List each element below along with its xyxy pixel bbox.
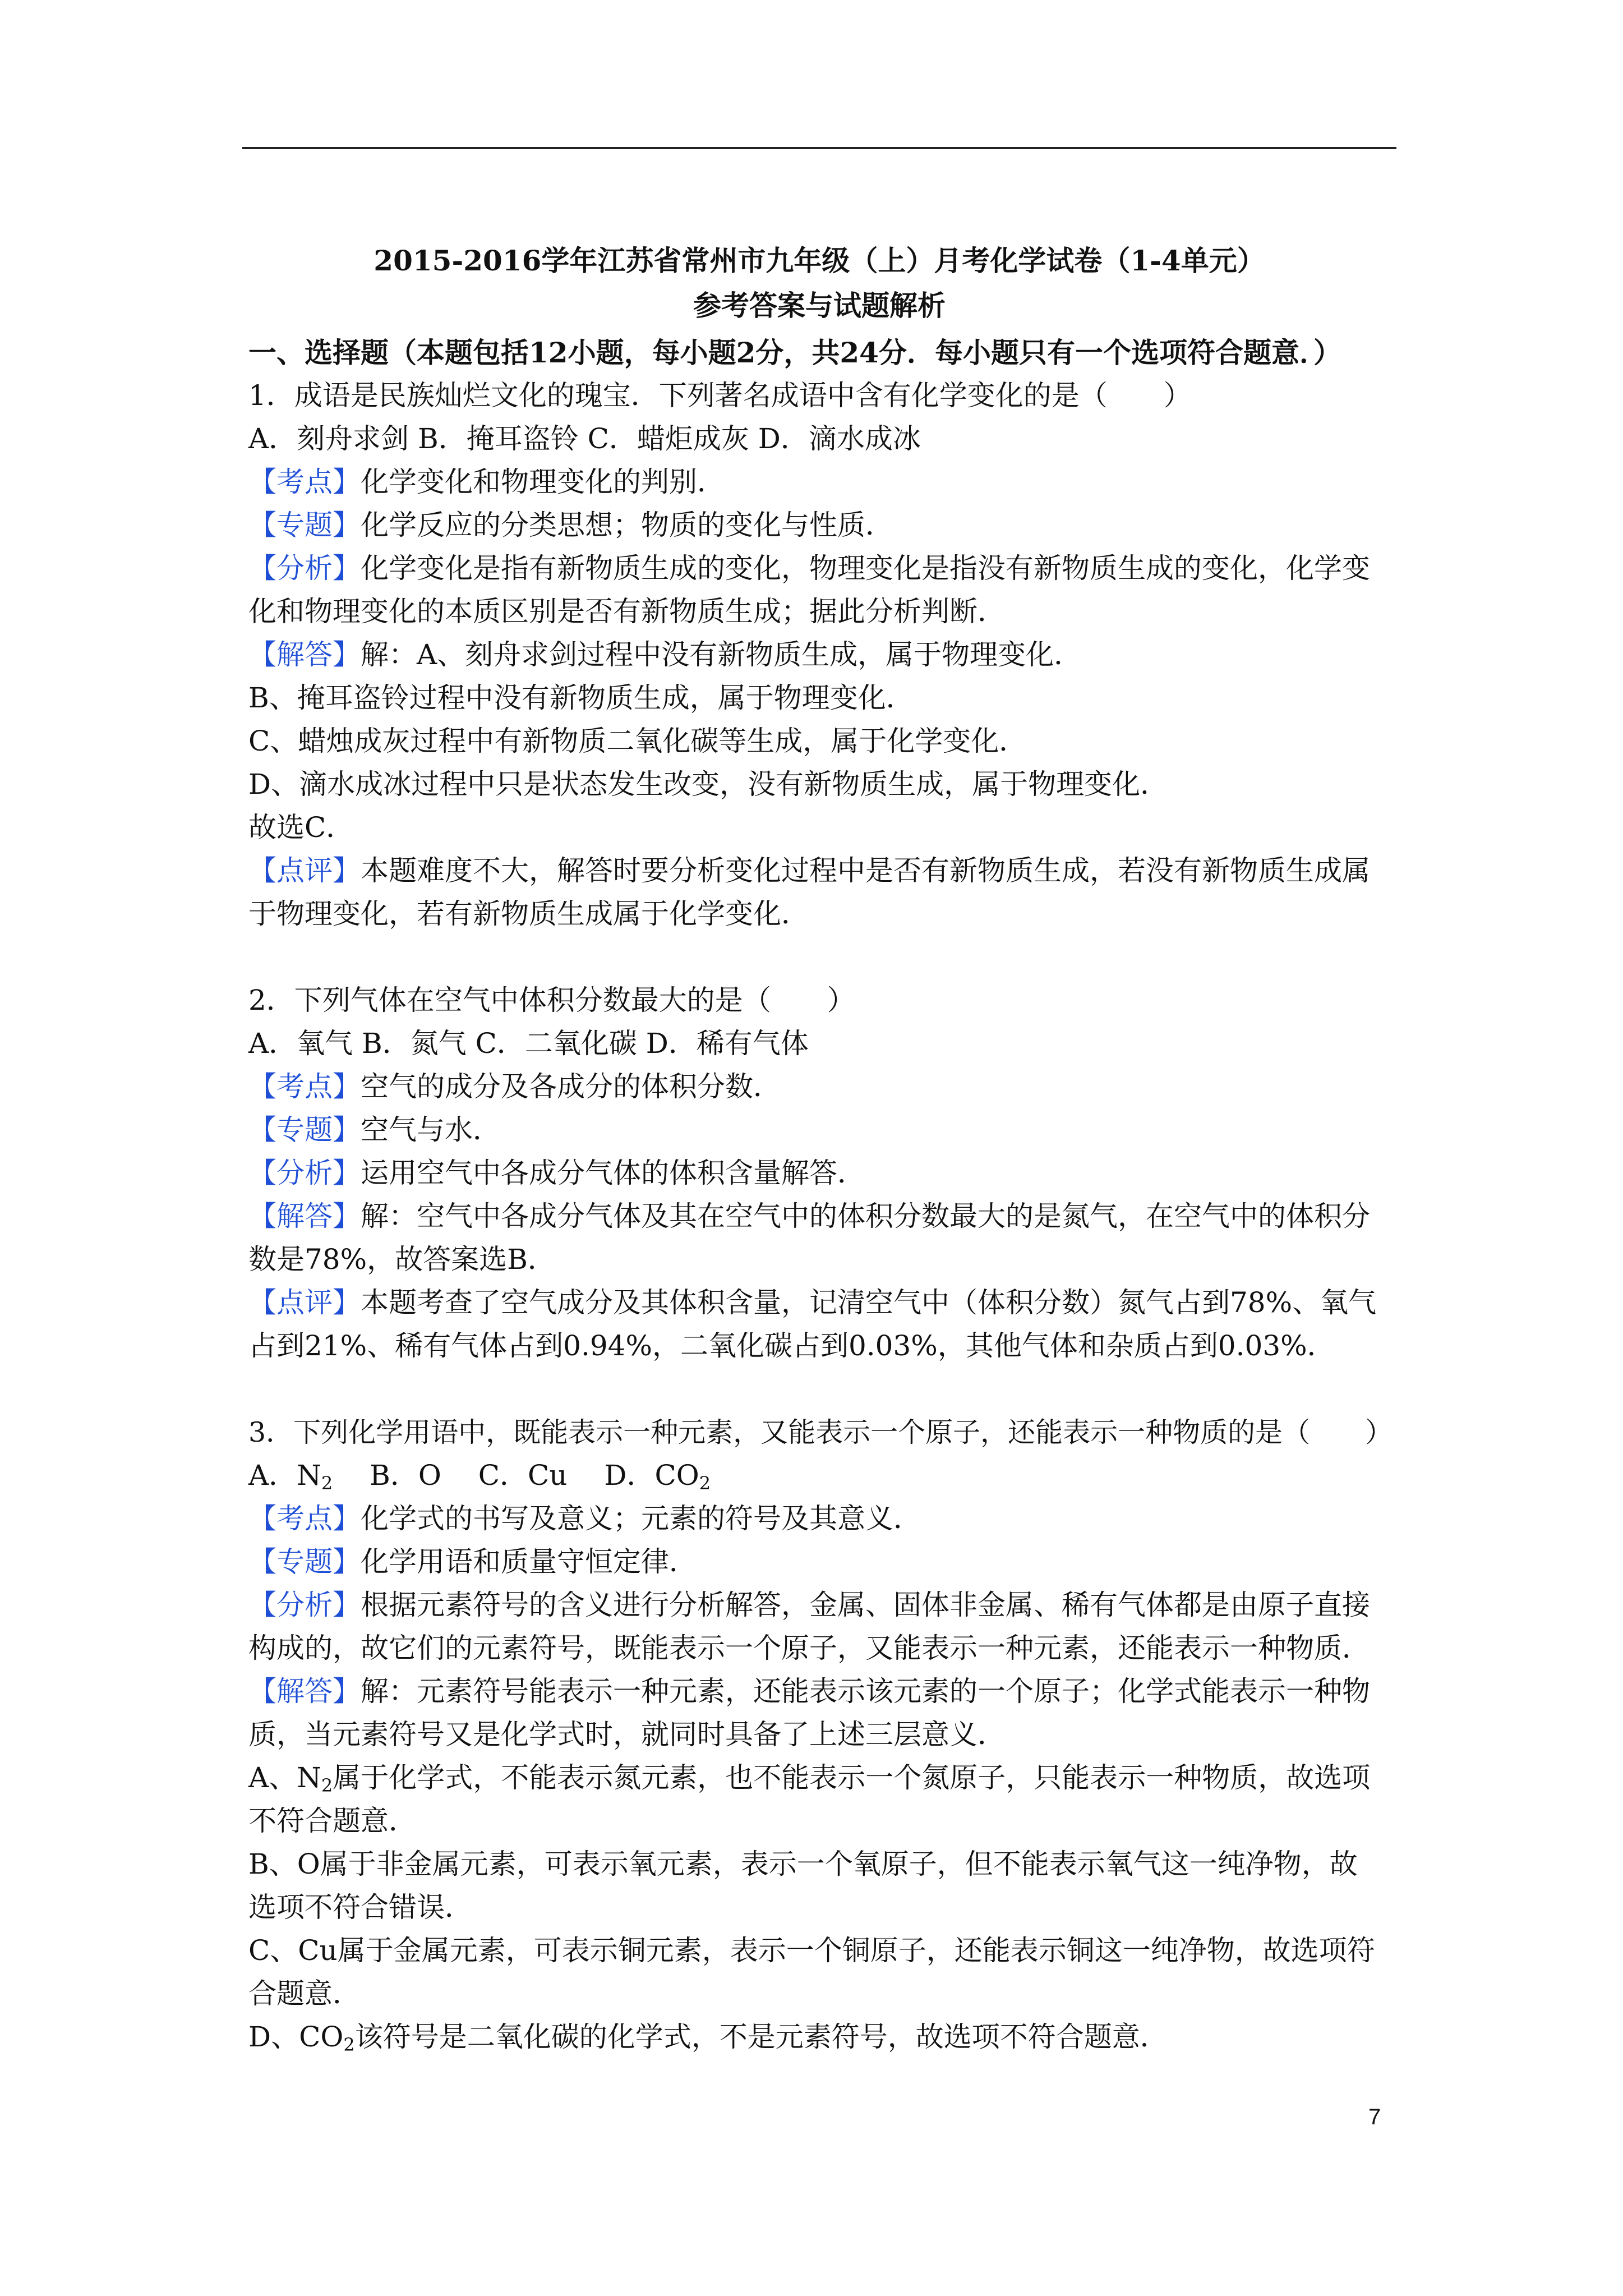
page-number: 7: [1368, 2105, 1381, 2129]
question-3-jieda-b: B、O属于非金属元素，可表示氧元素，表示一个氧原子，但不能表示氧气这一纯净物，故: [248, 1848, 1358, 1880]
spacer: [248, 936, 1396, 979]
question-3-jieda-b-cont: 选项不符合错误．: [248, 1891, 473, 1924]
question-3-zhuanti: 【专题】化学用语和质量守恒定律．: [248, 1545, 697, 1578]
question-1-options: A．刻舟求剑 B．掩耳盗铃 C．蜡炬成灰 D．滴水成冰: [248, 422, 921, 455]
question-3-kaodian: 【考点】化学式的书写及意义；元素的符号及其意义．: [248, 1502, 921, 1535]
question-2-stem: 2．下列气体在空气中体积分数最大的是（ ）: [248, 984, 855, 1016]
question-3-jieda-cont: 质，当元素符号又是化学式时，就同时具备了上述三层意义．: [248, 1718, 1006, 1751]
question-2-options: A．氧气 B．氮气 C．二氧化碳 D．稀有气体: [248, 1027, 809, 1060]
question-3-fenxi-cont: 构成的，故它们的元素符号，既能表示一个原子，又能表示一种元素，还能表示一种物质．: [248, 1632, 1370, 1664]
question-1-answer: 故选C．: [248, 811, 354, 844]
question-1-stem: 1．成语是民族灿烂文化的瑰宝．下列著名成语中含有化学变化的是（ ）: [248, 379, 1192, 412]
question-1-jieda: 【解答】解：A、刻舟求剑过程中没有新物质生成，属于物理变化．: [248, 638, 1082, 671]
question-3-jieda-d: D、$CO_2$该符号是二氧化碳的化学式，不是元素符号，故选项不符合题意．: [248, 2021, 1168, 2055]
jieda-label: 【解答】: [248, 1675, 361, 1708]
question-2-jieda: 【解答】解：空气中各成分气体及其在空气中的体积分数最大的是氮气，在空气中的体积分: [248, 1200, 1370, 1232]
section-heading: 一、选择题（本题包括12小题，每小题2分，共24分．每小题只有一个选项符合题意．）: [248, 336, 1341, 369]
question-1-dianping-cont: 于物理变化，若有新物质生成属于化学变化．: [248, 898, 809, 930]
question-1-jieda-b: B、掩耳盗铃过程中没有新物质生成，属于物理变化．: [248, 682, 914, 714]
kaodian-label: 【考点】: [248, 1070, 361, 1103]
option-c: C．Cu: [478, 1459, 568, 1492]
kaodian-label: 【考点】: [248, 466, 361, 498]
document-subtitle: 参考答案与试题解析: [693, 289, 946, 322]
header-rule: [242, 147, 1396, 149]
jieda-label: 【解答】: [248, 638, 361, 671]
question-2: [248, 979, 1396, 1368]
option-a: A．$N_2$: [248, 1459, 333, 1494]
zhuanti-label: 【专题】: [248, 1545, 361, 1578]
dianping-label: 【点评】: [248, 1286, 361, 1319]
dianping-label: 【点评】: [248, 854, 361, 887]
jieda-label: 【解答】: [248, 1200, 361, 1232]
question-1-fenxi-cont: 化和物理变化的本质区别是否有新物质生成；据此分析判断．: [248, 595, 1006, 628]
question-3-jieda: 【解答】解：元素符号能表示一种元素，还能表示该元素的一个原子；化学式能表示一种物: [248, 1675, 1370, 1708]
question-1-jieda-c: C、蜡烛成灰过程中有新物质二氧化碳等生成，属于化学变化．: [248, 725, 1027, 757]
kaodian-label: 【考点】: [248, 1502, 361, 1535]
question-3-jieda-c-cont: 合题意．: [248, 1977, 361, 2010]
spacer: [248, 1368, 1396, 1411]
document-body: [248, 331, 1396, 2059]
question-3: [248, 1411, 1396, 2059]
fenxi-label: 【分析】: [248, 1157, 361, 1189]
question-3-jieda-a-cont: 不符合题意．: [248, 1805, 417, 1837]
question-1-kaodian: 【考点】化学变化和物理变化的判别．: [248, 466, 725, 498]
question-3-fenxi: 【分析】根据元素符号的含义进行分析解答，金属、固体非金属、稀有气体都是由原子直接: [248, 1589, 1370, 1621]
fenxi-label: 【分析】: [248, 1589, 361, 1621]
question-3-options: [248, 1454, 1396, 1497]
question-1-dianping: 【点评】本题难度不大，解答时要分析变化过程中是否有新物质生成，若没有新物质生成属: [248, 854, 1370, 887]
question-2-zhuanti: 【专题】空气与水．: [248, 1114, 501, 1146]
question-2-kaodian: 【考点】空气的成分及各成分的体积分数．: [248, 1070, 781, 1103]
document-title: 2015-2016学年江苏省常州市九年级（上）月考化学试卷（1-4单元）: [374, 244, 1265, 277]
question-2-dianping: 【点评】本题考查了空气成分及其体积含量，记清空气中（体积分数）氮气占到78%、氧气: [248, 1286, 1377, 1319]
question-2-jieda-cont: 数是78%，故答案选B．: [248, 1243, 556, 1276]
zhuanti-label: 【专题】: [248, 509, 361, 541]
question-2-dianping-cont: 占到21%、稀有气体占到0.94%，二氧化碳占到0.03%，其他气体和杂质占到0.03%．: [248, 1329, 1335, 1362]
fenxi-label: 【分析】: [248, 552, 361, 585]
option-b: B．O: [370, 1459, 441, 1492]
question-3-jieda-c: C、Cu属于金属元素，可表示铜元素，表示一个铜原子，还能表示铜这一纯净物，故选项符: [248, 1934, 1375, 1967]
question-1-fenxi: 【分析】化学变化是指有新物质生成的变化，物理变化是指没有新物质生成的变化，化学变: [248, 552, 1370, 585]
question-2-fenxi: 【分析】运用空气中各成分气体的体积含量解答．: [248, 1157, 865, 1189]
question-1: [248, 374, 1396, 936]
question-1-jieda-d: D、滴水成冰过程中只是状态发生改变，没有新物质生成，属于物理变化．: [248, 768, 1169, 800]
question-3-stem: 3．下列化学用语中，既能表示一种元素，又能表示一个原子，还能表示一种物质的是（ ）: [248, 1416, 1393, 1448]
question-1-zhuanti: 【专题】化学反应的分类思想；物质的变化与性质．: [248, 509, 893, 541]
zhuanti-label: 【专题】: [248, 1114, 361, 1146]
option-d: D．$CO_2$: [604, 1459, 711, 1494]
question-3-jieda-a: A、$N_2$属于化学式，不能表示氮元素，也不能表示一个氮原子，只能表示一种物质，故选项: [248, 1761, 1371, 1796]
